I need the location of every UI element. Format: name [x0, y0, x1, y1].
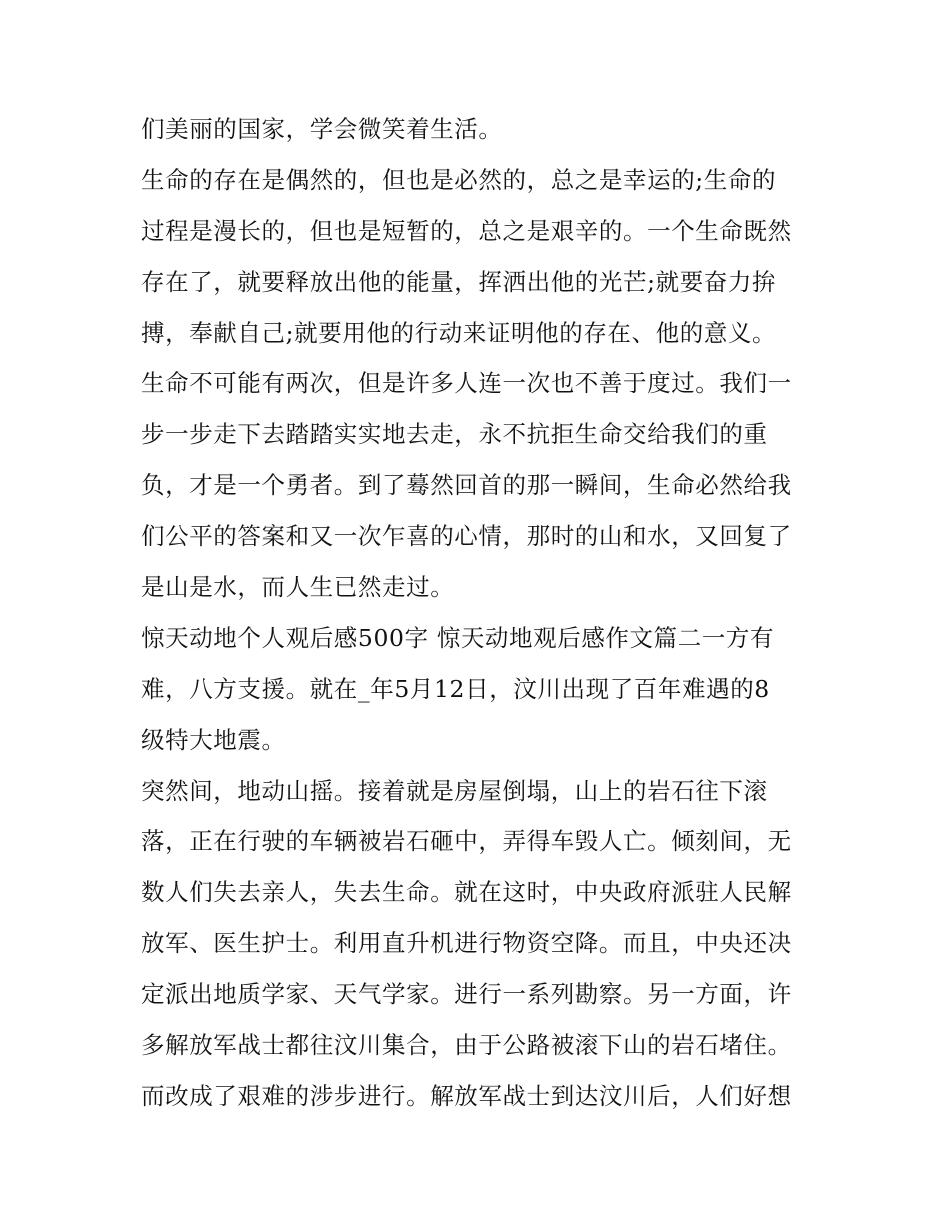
text-line: 搏，奉献自己;就要用他的行动来证明他的存在、他的意义。	[141, 318, 777, 347]
text-line: 落，正在行驶的车辆被岩石砸中，弄得车毁人亡。倾刻间，无	[141, 827, 792, 856]
text-line: 突然间，地动山摇。接着就是房屋倒塌，山上的岩石往下滚	[141, 776, 768, 805]
text-line: 难，八方支援。就在_年5月12日，汶川出现了百年难遇的8	[141, 674, 770, 703]
body-text	[141, 104, 821, 1122]
text-line: 数人们失去亲人，失去生命。就在这时，中央政府派驻人民解	[141, 878, 792, 907]
text-line: 放军、医生护士。利用直升机进行物资空降。而且，中央还决	[141, 929, 792, 958]
text-line: 们公平的答案和又一次乍喜的心情，那时的山和水，又回复了	[141, 522, 792, 551]
text-line: 是山是水，而人生已然走过。	[141, 573, 455, 602]
text-line: 而改成了艰难的涉步进行。解放军战士到达汶川后，人们好想	[141, 1081, 792, 1110]
text-line: 们美丽的国家，学会微笑着生活。	[141, 115, 503, 143]
text-line: 多解放军战士都往汶川集合，由于公路被滚下山的岩石堵住。	[141, 1031, 792, 1060]
text-line: 惊天动地个人观后感500字 惊天动地观后感作文篇二一方有	[141, 623, 775, 652]
text-line: 生命不可能有两次，但是许多人连一次也不善于度过。我们一	[141, 369, 792, 398]
text-line: 生命的存在是偶然的，但也是必然的，总之是幸运的;生命的	[141, 165, 777, 194]
text-line: 存在了，就要释放出他的能量，挥洒出他的光芒;就要奋力拚	[141, 267, 777, 296]
text-line: 负，才是一个勇者。到了蓦然回首的那一瞬间，生命必然给我	[141, 471, 792, 500]
text-line: 定派出地质学家、天气学家。进行一系列勘察。另一方面，许	[141, 980, 792, 1009]
text-line: 级特大地震。	[141, 725, 286, 754]
text-line: 步一步走下去踏踏实实地去走，永不抗拒生命交给我们的重	[141, 420, 768, 449]
text-line: 过程是漫长的，但也是短暂的，总之是艰辛的。一个生命既然	[141, 216, 792, 245]
